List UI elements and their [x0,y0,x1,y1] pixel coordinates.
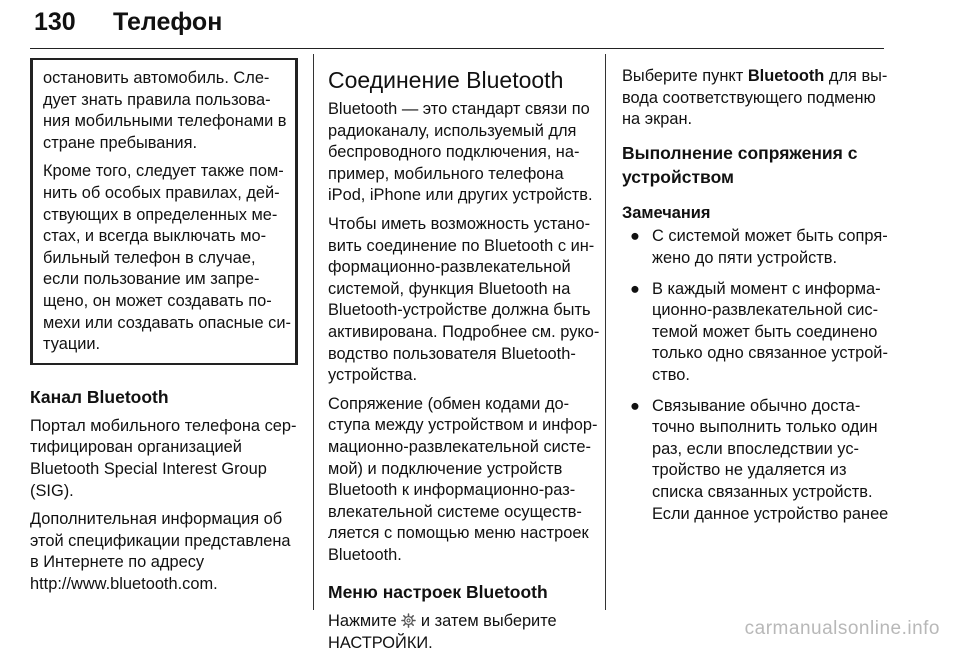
bluetooth-pairing-paragraph: Сопряжение (обмен кодами до- ступа между устройством и инфор- мационно-развлекательной систе- мой) и подключение устройств Bluetooth к информационно-раз- влекательной системе осуществ- ляется с помощью меню настроек Bluetooth. [328,394,598,564]
right-column [622,66,888,534]
header-rule [30,48,884,49]
bluetooth-activation-paragraph: Чтобы иметь возможность устано- вить соединение по Bluetooth с ин- формационно-развлекательной системой, функция Bluetooth на Bluetooth-устройстве должна быть активирована. Подробнее см. руко- водство пользователя Bluetooth- устройства. [328,214,600,385]
select-bluetooth-paragraph: Выберите пункт Bluetooth для вы- вода соответствующего подменю на экран. [622,67,888,129]
page-number: 130 [34,8,76,36]
column-divider-2 [605,54,606,610]
watermark: carmanualsonline.info [744,618,940,639]
section-title-bluetooth-channel: Канал Bluetooth [30,386,169,407]
column-divider-1 [313,54,314,610]
bluetooth-intro-paragraph: Bluetooth — это стандарт связи по радиоканалу, используемый для беспроводного подключения, на- пример, мобильного телефона iPod, iPhone или других устройств. [328,100,593,205]
note-item: ● С системой может быть сопря- жено до пяти устройств. [630,227,888,267]
bluetooth-connection-title: Соединение Bluetooth [328,67,564,93]
bluetooth-menu-item: Bluetooth [747,67,825,85]
pairing-section-title: Выполнение сопряжения с устройством [622,142,858,187]
bluetooth-channel-paragraph-2: Дополнительная информация об этой спецификации представлена в Интернете по адресу http://www.bluetooth.com. [30,510,291,593]
warning-paragraph-1: остановить автомобиль. Сле- дует знать правила пользова- ния мобильными телефонами в стране пребывания. [43,69,287,152]
warning-paragraph-2: Кроме того, следует также пом- нить об особых правилах, дей- ствующих в определенных ме- стах, и всегда выключать мо- бильный телефон в случае, если пользование им запре- щено, он может создавать по- мехи или создавать опасные си- туации. [43,162,291,354]
left-column [30,58,298,602]
chapter-title: Телефон [113,8,223,36]
note-item: ● Связывание обычно доста- точно выполнить только один раз, если впоследствии ус- тройство не удаляется из списка связанных устройств. Если данное устройство ранее [630,396,889,523]
settings-instruction: Нажмите и затем выберите НАСТРОЙКИ. [328,612,557,653]
gear-icon [401,611,416,633]
notes-heading: Замечания [622,203,711,222]
middle-column [328,66,600,662]
bullet-icon: ● [630,227,640,246]
note-item: ● В каждый момент с информа- ционно-развлекательной сис- темой может быть соединено только одно связанное устрой- ство. [630,279,888,384]
bluetooth-settings-menu-title: Меню настроек Bluetooth [328,582,548,603]
bullet-icon: ● [630,279,640,298]
notes-list [622,226,888,525]
bluetooth-channel-paragraph-1: Портал мобильного телефона сер- тифицирован организацией Bluetooth Special Interest Group (SIG). [30,416,297,500]
warning-box [30,58,298,365]
settings-menu-label: НАСТРОЙКИ [328,634,429,653]
bullet-icon: ● [630,396,640,415]
